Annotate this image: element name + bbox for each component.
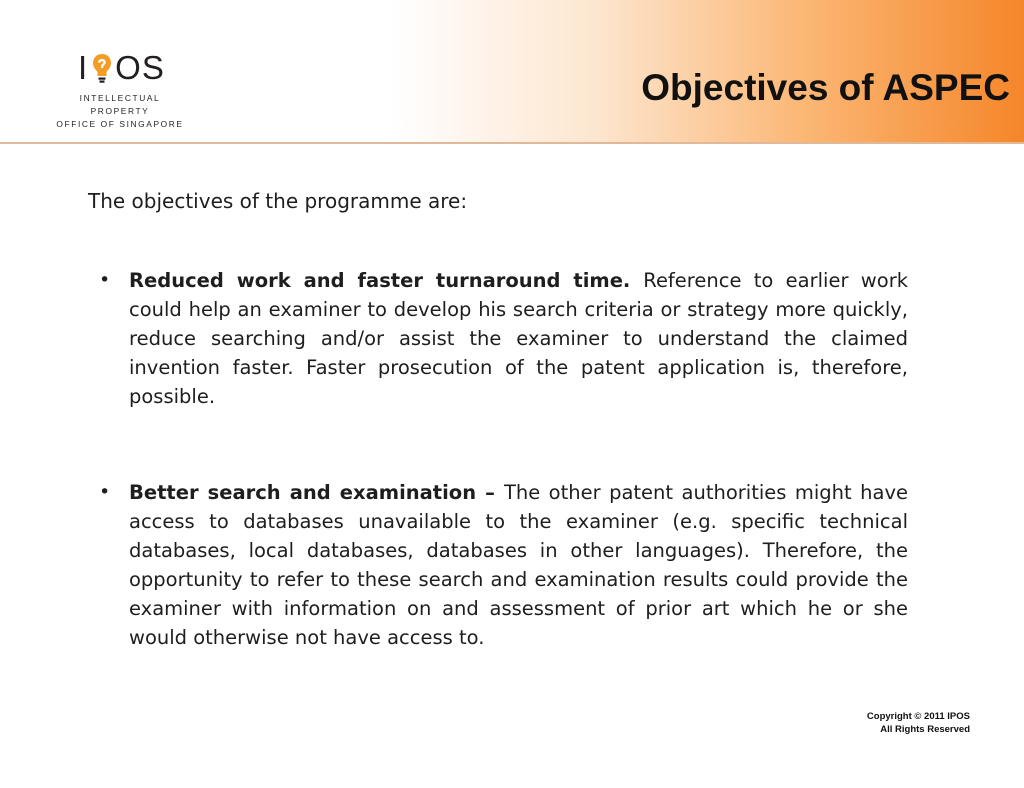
logo-line-2: OFFICE OF SINGAPORE — [56, 119, 184, 129]
bullet-text: The other patent authorities might have access to databases unavailable to the examiner (e.g. specific technical databases, local databases, databases in other languages). Therefore, the opportunity to refer to these search and examination results could provide the examiner with information on and assessment of prior art which he or she would otherwise not have access to. — [129, 481, 908, 649]
bullet-item — [88, 266, 908, 411]
copyright-line: Copyright © 2011 IPOS — [866, 711, 970, 722]
slide-body — [88, 186, 908, 719]
ipos-logo — [50, 49, 190, 129]
lightbulb-icon — [91, 52, 113, 84]
copyright-footer — [867, 710, 970, 736]
bullet-text: Reference to earlier work could help an examiner to develop his search criteria or strategy more quickly, reduce searching and/or assist the examiner to understand the claimed invention faster. Faster prosecution of the patent application is, therefore, possible. — [129, 269, 908, 408]
bullet-dot-icon: • — [99, 269, 111, 291]
objectives-list — [88, 266, 908, 652]
bullet-lead: Reduced work and faster turnaround time. — [129, 269, 644, 292]
logo-letter-i: I — [78, 49, 89, 86]
logo-subtitle — [50, 92, 190, 131]
header-divider — [0, 142, 1024, 144]
slide-title: Objectives of ASPEC — [641, 67, 1010, 108]
bullet-lead: Better search and examination – — [129, 481, 504, 504]
logo-line-1: INTELLECTUAL PROPERTY — [79, 93, 161, 116]
bullet-dot-icon: • — [99, 481, 111, 503]
logo-mark — [78, 50, 165, 86]
bullet-item — [88, 478, 908, 652]
intro-text: The objectives of the programme are: — [88, 189, 468, 213]
logo-letters-os: OS — [115, 49, 165, 86]
rights-line: All Rights Reserved — [880, 724, 970, 735]
